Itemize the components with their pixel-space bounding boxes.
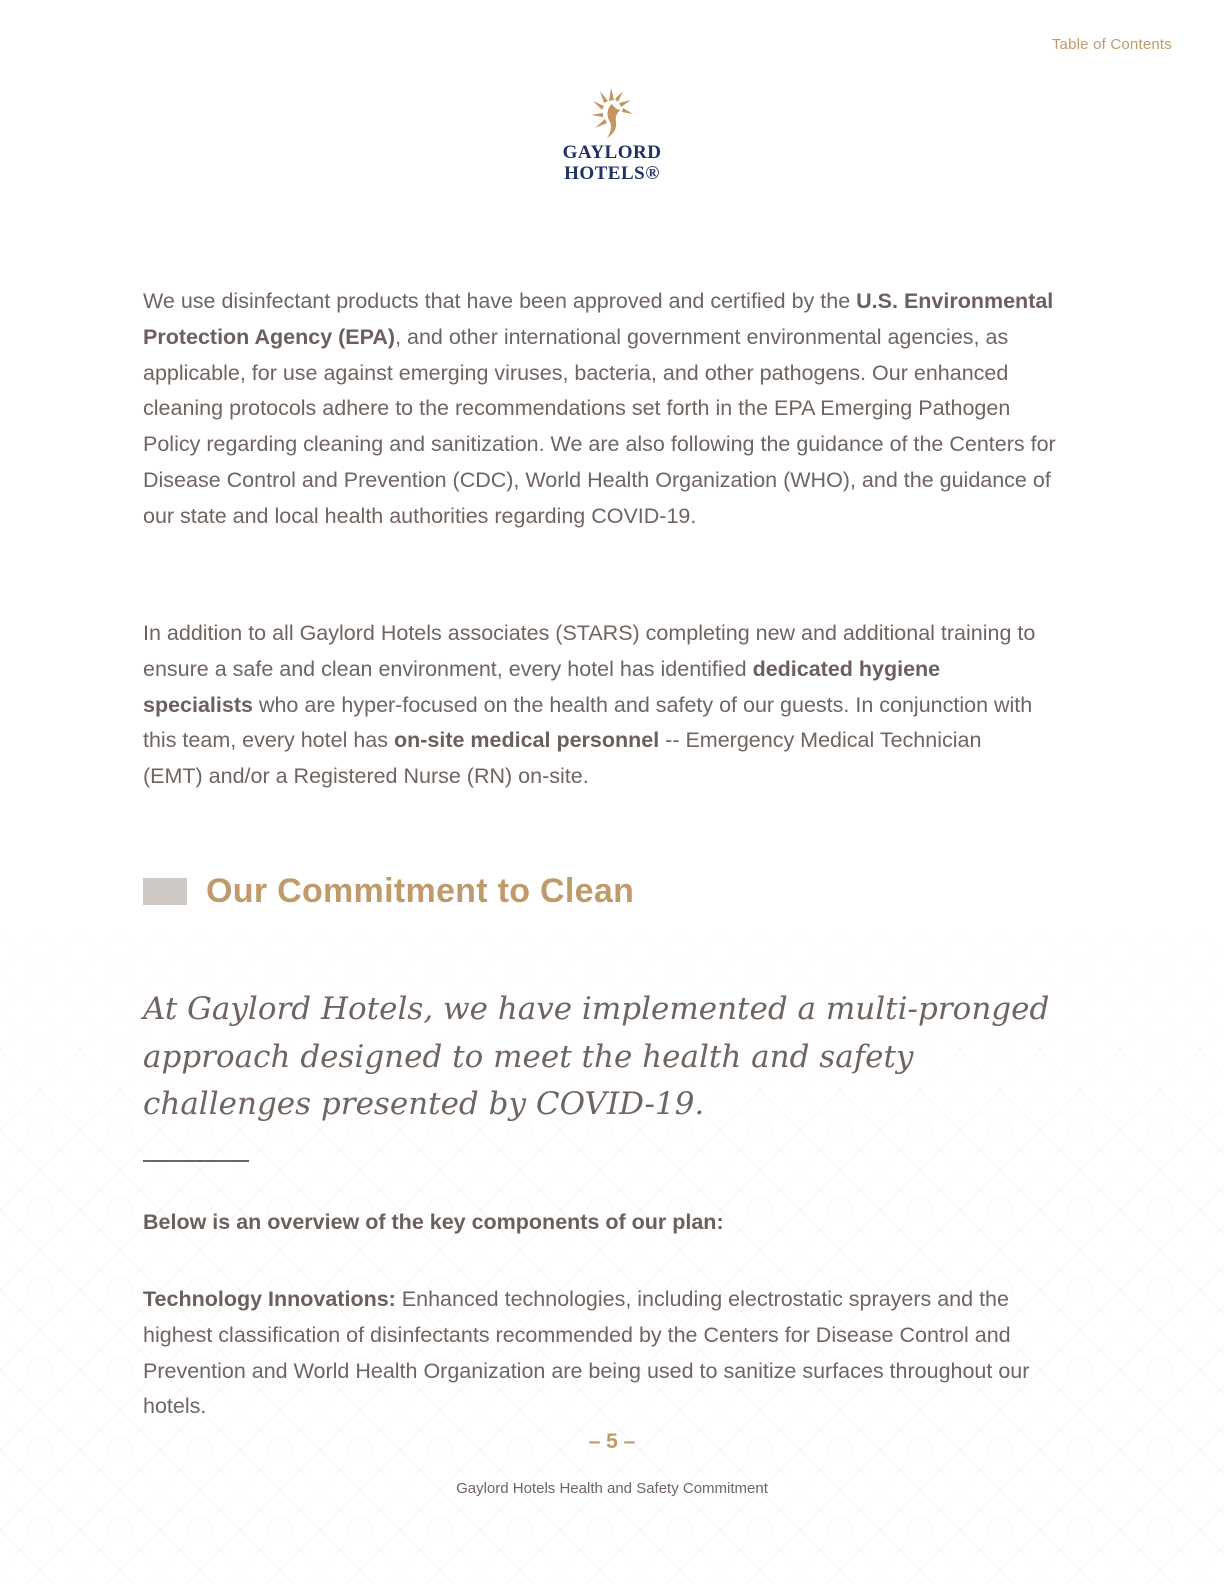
overview-heading: Below is an overview of the key components of our plan: bbox=[143, 1210, 724, 1234]
page-number: – 5 – bbox=[588, 1430, 636, 1453]
text-span: Enhanced technologies, including electrostatic sprayers and the highest classification of disinfectants recommended by the Centers for Disease Control and Prevention and World Health Organization are being used to sanitize surfaces throughout our hotels. bbox=[143, 1287, 1030, 1419]
sun-emblem-icon bbox=[590, 86, 634, 142]
medical-personnel-bold: on-site medical personnel bbox=[393, 728, 660, 753]
epa-paragraph bbox=[143, 284, 1063, 535]
footer-title: Gaylord Hotels Health and Safety Commitment bbox=[456, 1480, 768, 1497]
section-heading bbox=[143, 866, 634, 916]
text-span: , and other international government environmental agencies, as applicable, for use against emerging viruses, bacteria, and other pathogens. Our enhanced cleaning protocols adhere to the recommendations set forth in the EPA Emerging Pathogen Policy regarding cleaning and sanitization. We are also following the guidance of the Centers for Disease Control and Prevention (CDC), World Health Organization (WHO), and the guidance of our state and local health authorities regarding COVID-19. bbox=[143, 324, 1056, 528]
gaylord-hotels-logo bbox=[540, 86, 684, 184]
epa-bold: U.S. Environmental Protection Agency (EPA) bbox=[143, 289, 1054, 349]
intro-quote: At Gaylord Hotels, we have implemented a multi-pronged approach designed to meet the health and safety challenges presented by COVID-19. bbox=[143, 991, 1050, 1122]
logo-wordmark-hotels: HOTELS® bbox=[564, 163, 660, 184]
text-span: -- Emergency Medical Technician (EMT) and/or a Registered Nurse (RN) on-site. bbox=[143, 728, 982, 789]
table-of-contents-link[interactable]: Table of Contents bbox=[1051, 36, 1172, 53]
section-title: Our Commitment to Clean bbox=[206, 871, 635, 910]
technology-paragraph bbox=[143, 1282, 1083, 1425]
text-span: In addition to all Gaylord Hotels associates (STARS) completing new and additional training to ensure a safe and clean environment, every hotel has identified bbox=[143, 621, 1036, 681]
divider bbox=[143, 1160, 249, 1162]
heading-bar bbox=[143, 878, 187, 905]
logo-wordmark-gaylord: GAYLORD bbox=[562, 142, 662, 163]
technology-label: Technology Innovations: bbox=[143, 1287, 396, 1311]
text-span: who are hyper-focused on the health and safety of our guests. In conjunction with this team, every hotel has bbox=[143, 692, 1033, 753]
hygiene-specialists-bold: dedicated hygiene specialists bbox=[143, 656, 941, 717]
staff-paragraph bbox=[143, 616, 1043, 795]
text-span: We use disinfectant products that have been approved and certified by the bbox=[143, 289, 857, 313]
